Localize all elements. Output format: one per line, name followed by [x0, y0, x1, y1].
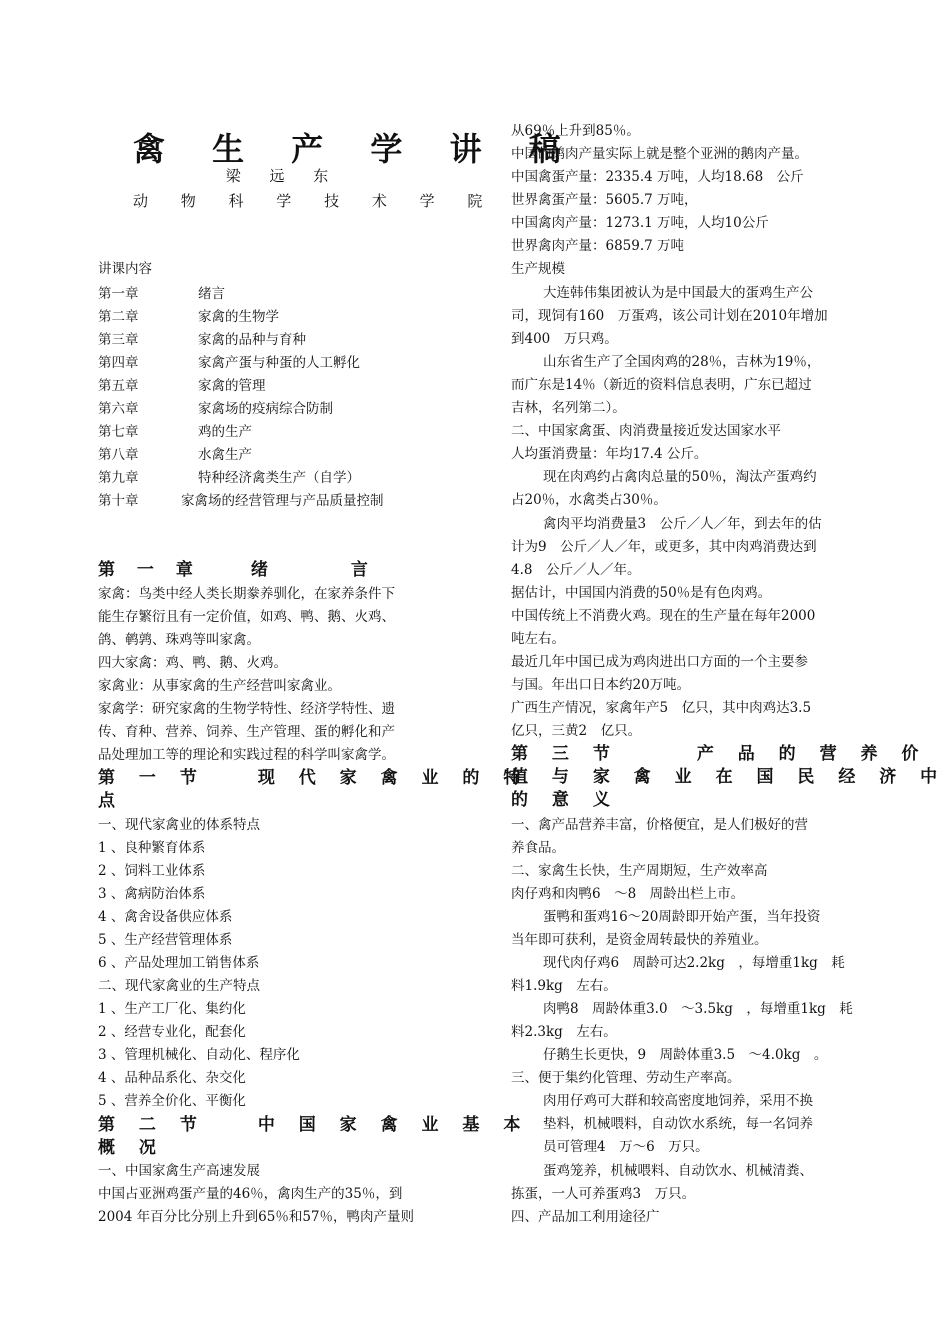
paragraph-line: 鸽、鹌鹑、珠鸡等叫家禽。 — [98, 632, 260, 648]
document-title: 禽 生 产 学 讲 稿 — [133, 130, 579, 168]
paragraph-line: 人均蛋消费量：年均17.4 公斤。 — [511, 446, 708, 462]
toc-title: 特种经济禽类生产（自学） — [198, 470, 360, 486]
toc-chapter: 第九章 — [98, 470, 139, 486]
toc-title: 家禽产蛋与种蛋的人工孵化 — [198, 355, 360, 371]
paragraph-line: 司，现饲有160 万蛋鸡，该公司计划在2010年增加 — [511, 308, 828, 324]
toc-chapter: 第四章 — [98, 355, 139, 371]
chapter1-heading: 第 一 章 绪 言 — [98, 560, 376, 580]
toc-chapter: 第十章 — [98, 493, 139, 509]
paragraph-line: 据估计，中国国内消费的50％是有色肉鸡。 — [511, 585, 772, 601]
toc-chapter: 第八章 — [98, 447, 139, 463]
paragraph-line: 世界禽蛋产量：5605.7 万吨， — [511, 192, 698, 208]
paragraph-line: 2004 年百分比分别上升到65％和57％，鸭肉产量则 — [98, 1209, 415, 1225]
list-item: 2 、饲料工业体系 — [98, 863, 206, 879]
toc-title: 水禽生产 — [198, 447, 252, 463]
paragraph-line: 仔鹅生长更快，9 周龄体重3.5 ～4.0kg 。 — [543, 1047, 828, 1063]
paragraph-line: 吉林，名列第二）。 — [511, 400, 626, 416]
toc-title: 家禽场的疫病综合防制 — [198, 401, 333, 417]
toc-chapter: 第二章 — [98, 309, 139, 325]
toc-title: 家禽的管理 — [198, 378, 266, 394]
toc-title: 绪言 — [198, 286, 225, 302]
paragraph-line: 家禽：鸟类中经人类长期豢养驯化，在家养条件下 — [98, 586, 395, 602]
paragraph-line: 4.8 公斤／人／年。 — [511, 562, 641, 578]
institution: 动 物 科 学 技 术 学 院 — [133, 192, 497, 210]
paragraph-line: 品处理加工等的理论和实践过程的科学叫家禽学。 — [98, 747, 395, 763]
list-item: 6 、产品处理加工销售体系 — [98, 955, 260, 971]
paragraph-line: 中国占亚洲鸡蛋产量的46％，禽肉生产的35％，到 — [98, 1186, 403, 1202]
paragraph-line: 世界禽肉产量：6859.7 万吨 — [511, 238, 685, 254]
list-item: 1 、良种繁育体系 — [98, 840, 206, 856]
section2-heading-cont: 概 况 — [98, 1138, 165, 1158]
paragraph-line: 能生存繁衍且有一定价值，如鸡、鸭、鹅、火鸡、 — [98, 609, 395, 625]
toc-title: 家禽的生物学 — [198, 309, 279, 325]
paragraph-line: 肉鸭8 周龄体重3.0 ～3.5kg ，每增重1kg 耗 — [543, 1001, 853, 1017]
paragraph-line: 一、禽产品营养丰富，价格便宜，是人们极好的营 — [511, 817, 808, 833]
paragraph-line: 拣蛋，一人可养蛋鸡3 万只。 — [511, 1186, 696, 1202]
paragraph-line: 从69％上升到85％。 — [511, 123, 640, 139]
paragraph-line: 四、产品加工利用途径广 — [511, 1209, 660, 1225]
paragraph-line: 养食品。 — [511, 840, 565, 856]
paragraph-line: 员可管理4 万～6 万只。 — [543, 1139, 709, 1155]
paragraph-line: 传、育种、营养、饲养、生产管理、蛋的孵化和产 — [98, 724, 395, 740]
paragraph-line: 二、中国家禽蛋、肉消费量接近发达国家水平 — [511, 423, 781, 439]
list-item: 3 、管理机械化、自动化、程序化 — [98, 1047, 300, 1063]
list-item: 4 、品种品系化、杂交化 — [98, 1070, 246, 1086]
paragraph-line: 中国的鹅肉产量实际上就是整个亚洲的鹅肉产量。 — [511, 146, 808, 162]
paragraph-line: 现代肉仔鸡6 周龄可达2.2kg ，每增重1kg 耗 — [543, 955, 845, 971]
paragraph-line: 蛋鸡笼养，机械喂料、自动饮水、机械清粪、 — [543, 1163, 813, 1179]
paragraph-line: 中国禽肉产量：1273.1 万吨，人均10公斤 — [511, 215, 769, 231]
paragraph-line: 垫料，机械喂料，自动饮水系统，每一名饲养 — [543, 1116, 813, 1132]
paragraph-line: 现在肉鸡约占禽肉总量的50％，淘汰产蛋鸡约 — [543, 469, 817, 485]
list-item: 5 、营养全价化、平衡化 — [98, 1093, 246, 1109]
paragraph-line: 三、便于集约化管理、劳动生产率高。 — [511, 1070, 741, 1086]
list-item: 1 、生产工厂化、集约化 — [98, 1001, 246, 1017]
paragraph-line: 料2.3kg 左右。 — [511, 1024, 617, 1040]
paragraph-line: 禽肉平均消费量3 公斤／人／年，到去年的估 — [543, 516, 822, 532]
paragraph-line: 肉用仔鸡可大群和较高密度地饲养，采用不换 — [543, 1093, 813, 1109]
list-item: 4 、禽舍设备供应体系 — [98, 909, 233, 925]
paragraph-line: 山东省生产了全国肉鸡的28％，吉林为19％， — [543, 354, 821, 370]
paragraph-line: 家禽学：研究家禽的生物学特性、经济学特性、遗 — [98, 701, 395, 717]
toc-title: 鸡的生产 — [198, 424, 252, 440]
paragraph-line: 吨左右。 — [511, 631, 565, 647]
list-item: 2 、经营专业化，配套化 — [98, 1024, 246, 1040]
toc-chapter: 第三章 — [98, 332, 139, 348]
paragraph-line: 家禽业：从事家禽的生产经营叫家禽业。 — [98, 678, 341, 694]
toc-title: 家禽场的经营管理与产品质量控制 — [181, 493, 384, 509]
paragraph-line: 蛋鸭和蛋鸡16～20周龄即开始产蛋，当年投资 — [543, 909, 821, 925]
toc-chapter: 第六章 — [98, 401, 139, 417]
section3-heading-cont: 的 意 义 — [511, 790, 619, 810]
list-item: 3 、禽病防治体系 — [98, 886, 206, 902]
paragraph-line: 计为9 公斤／人／年，或更多，其中肉鸡消费达到 — [511, 539, 817, 555]
paragraph-line: 而广东是14％（新近的资料信息表明，广东已超过 — [511, 377, 812, 393]
list-item: 一、现代家禽业的体系特点 — [98, 817, 260, 833]
author: 梁 远 东 — [225, 167, 341, 185]
paragraph-line: 料1.9kg 左右。 — [511, 978, 617, 994]
toc-heading: 讲课内容 — [98, 261, 152, 277]
subheading: 生产规模 — [511, 261, 565, 277]
section2-heading: 第 二 节 中 国 家 禽 业 基 本 — [98, 1115, 530, 1135]
paragraph-line: 中国禽蛋产量：2335.4 万吨，人均18.68 公斤 — [511, 169, 804, 185]
toc-chapter: 第七章 — [98, 424, 139, 440]
toc-title: 家禽的品种与育种 — [198, 332, 306, 348]
paragraph-line: 中国传统上不消费火鸡。现在的生产量在每年2000 — [511, 608, 816, 624]
section1-heading-cont: 点 — [98, 791, 124, 811]
toc-chapter: 第五章 — [98, 378, 139, 394]
list-item: 5 、生产经营管理体系 — [98, 932, 233, 948]
paragraph-line: 大连韩伟集团被认为是中国最大的蛋鸡生产公 — [543, 285, 813, 301]
paragraph-line: 当年即可获利，是资金周转最快的养殖业。 — [511, 932, 768, 948]
paragraph-line: 肉仔鸡和肉鸭6 ～8 周龄出栏上市。 — [511, 886, 745, 902]
list-item: 二、现代家禽业的生产特点 — [98, 978, 260, 994]
section1-heading: 第 一 节 现 代 家 禽 业 的 特 — [98, 768, 530, 788]
paragraph-line: 占20％，水禽类占30％。 — [511, 492, 667, 508]
paragraph-line: 亿只，三黄2 亿只。 — [511, 723, 642, 739]
paragraph-line: 到400 万只鸡。 — [511, 331, 618, 347]
toc-chapter: 第一章 — [98, 286, 139, 302]
paragraph-line: 一、中国家禽生产高速发展 — [98, 1163, 260, 1179]
paragraph-line: 广西生产情况，家禽年产5 亿只，其中肉鸡达3.5 — [511, 700, 812, 716]
paragraph-line: 四大家禽：鸡、鸭、鹅、火鸡。 — [98, 655, 287, 671]
paragraph-line: 最近几年中国已成为鸡肉进出口方面的一个主要参 — [511, 654, 808, 670]
section3-heading-cont: 值 与 家 禽 业 在 国 民 经 济 中 — [511, 767, 947, 787]
paragraph-line: 二、家禽生长快，生产周期短，生产效率高 — [511, 863, 768, 879]
paragraph-line: 与国。年出口日本约20万吨。 — [511, 677, 691, 693]
section3-heading: 第 三 节 产 品 的 营 养 价 — [511, 744, 928, 764]
